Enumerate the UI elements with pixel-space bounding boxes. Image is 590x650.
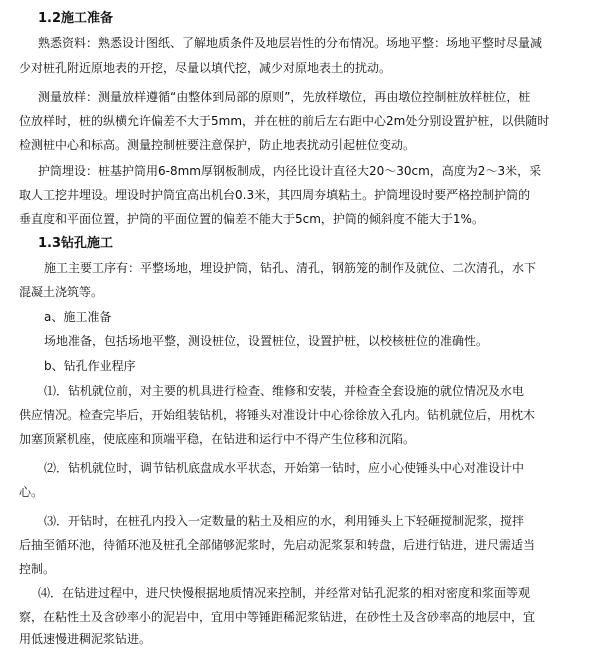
section-heading-1-3: 1.3钻孔施工 [38, 236, 114, 251]
paragraph-line: 取人工挖井埋设。埋设时护筒宜高出机台0.3米，其四周夯填粘土。护筒埋设时要严格控制护筒的 [19, 188, 531, 202]
paragraph-line: 垂直度和平面位置，护筒的平面位置的偏差不能大于5cm，护筒的倾斜度不能大于1%。 [19, 212, 484, 226]
paragraph-line: 护筒埋设：桩基护筒用6-8mm厚钢板制成，内径比设计直径大20～30cm，高度为2～3米，采 [38, 164, 542, 178]
paragraph-line: 混凝土浇筑等。 [19, 285, 104, 299]
paragraph-line: ⑴．钻机就位前，对主要的机具进行检查、维修和安装，并检查全套设施的就位情况及水电 [44, 384, 525, 398]
paragraph-line: 施工主要工序有：平整场地，埋设护筒，钻孔、清孔，钢筋笼的制作及就位、二次清孔，水下 [44, 261, 537, 275]
paragraph-line: 供应情况。检查完毕后，开始组装钻机，将锤头对准设计中心徐徐放入孔内。钻机就位后，用枕木 [19, 408, 536, 422]
paragraph-line: 位放样时，桩的纵横允许偏差不大于5mm，并在桩的前后左右距中心2m处分别设置护桩，以供随时 [19, 114, 550, 128]
section-heading-1-2: 1.2施工准备 [38, 11, 114, 26]
paragraph-line: 测量放样：测量放样遵循“由整体到局部的原则”，先放样墩位，再由墩位控制桩放样桩位，桩 [38, 90, 531, 104]
subheading-a: a、施工准备 [44, 310, 112, 324]
paragraph-line: 察，在粘性土及含砂率小的泥岩中，宜用中等锤距稀泥浆钻进，在砂性土及含砂率高的地层中，宜 [19, 610, 536, 624]
subheading-b: b、钻孔作业程序 [44, 359, 136, 373]
paragraph-line: ⑵．钻机就位时，调节钻机底盘成水平状态，开始第一钻时，应小心使锤头中心对准设计中 [44, 461, 525, 475]
paragraph-line: ⑷．在钻进过程中，进尺快慢根据地质情况来控制，并经常对钻孔泥浆的相对密度和浆面等观 [38, 586, 531, 600]
paragraph-line: 控制。 [19, 562, 56, 576]
paragraph-line: 后抽至循环池，待循环池及桩孔全部储够泥浆时，先启动泥浆泵和转盘，后进行钻进，进尺需适当 [19, 538, 536, 552]
paragraph-line: 心。 [19, 485, 44, 499]
paragraph-line: 熟悉资料：熟悉设计图纸、了解地质条件及地层岩性的分布情况。场地平整：场地平整时尽量减 [38, 36, 543, 50]
paragraph-line: 加塞顶紧机座，使底座和顶端平稳，在钻进和运行中不得产生位移和沉陷。 [19, 432, 416, 446]
paragraph-line: 场地准备，包括场地平整，测设桩位，设置桩位，设置护桩，以校核桩位的准确性。 [44, 334, 489, 348]
paragraph-line: 少对桩孔附近原地表的开挖，尽量以填代挖，减少对原地表土的扰动。 [19, 61, 392, 75]
paragraph-line: 用低速慢进稠泥浆钻进。 [19, 632, 152, 646]
paragraph-line: 检测桩中心和标高。测量控制桩要注意保护，防止地表扰动引起桩位变动。 [19, 138, 416, 152]
paragraph-line: ⑶．开钻时，在桩孔内投入一定数量的粘土及相应的水，利用锤头上下轻砸搅制泥浆，搅拌 [44, 514, 525, 528]
